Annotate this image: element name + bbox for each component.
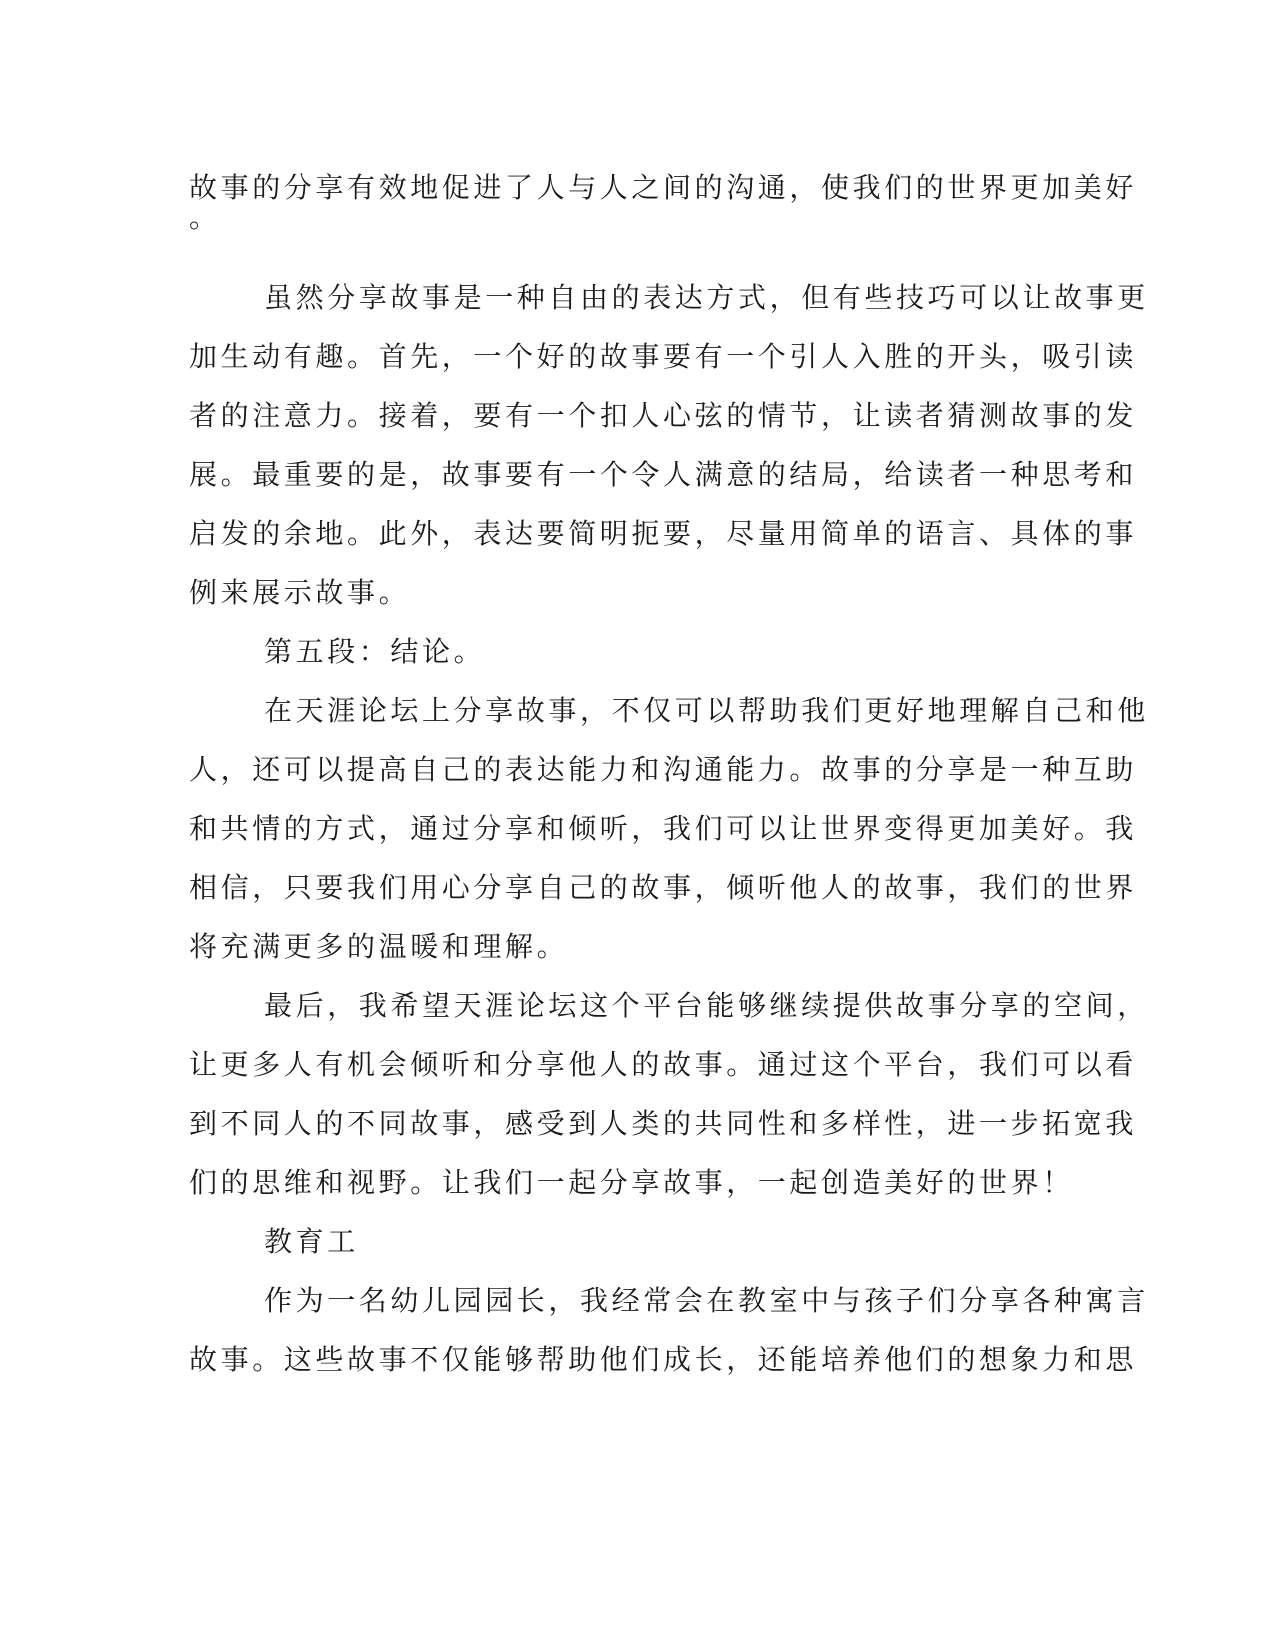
text-line: 故事。这些故事不仅能够帮助他们成长，还能培养他们的想象力和思 — [189, 1343, 1138, 1376]
paragraph-start-line: 在天涯论坛上分享故事，不仅可以帮助我们更好地理解自己和他 — [264, 694, 1149, 727]
text-line: 展。最重要的是，故事要有一个令人满意的结局，给读者一种思考和 — [189, 458, 1138, 491]
text-line: 到不同人的不同故事，感受到人类的共同性和多样性，进一步拓宽我 — [189, 1107, 1138, 1140]
text-line: 相信，只要我们用心分享自己的故事，倾听他人的故事，我们的世界 — [189, 871, 1138, 904]
text-line: 加生动有趣。首先，一个好的故事要有一个引人入胜的开头，吸引读 — [189, 340, 1138, 373]
text-line: 启发的余地。此外，表达要简明扼要，尽量用简单的语言、具体的事 — [189, 517, 1138, 550]
text-line: 们的思维和视野。让我们一起分享故事，一起创造美好的世界！ — [189, 1166, 1074, 1199]
text-line: 例来展示故事。 — [189, 576, 411, 609]
paragraph-start-line: 作为一名幼儿园园长，我经常会在教室中与孩子们分享各种寓言 — [264, 1284, 1149, 1317]
paragraph-start-line: 虽然分享故事是一种自由的表达方式，但有些技巧可以让故事更 — [264, 281, 1149, 314]
paragraph-start-line: 最后，我希望天涯论坛这个平台能够继续提供故事分享的空间， — [264, 989, 1149, 1022]
text-line: 和共情的方式，通过分享和倾听，我们可以让世界变得更加美好。我 — [189, 812, 1138, 845]
text-line: 。 — [189, 201, 221, 234]
text-line: 将充满更多的温暖和理解。 — [189, 930, 569, 963]
text-line: 让更多人有机会倾听和分享他人的故事。通过这个平台，我们可以看 — [189, 1048, 1138, 1081]
section-heading: 教育工 — [264, 1225, 359, 1258]
text-line: 故事的分享有效地促进了人与人之间的沟通，使我们的世界更加美好 — [189, 171, 1138, 204]
text-line: 人，还可以提高自己的表达能力和沟通能力。故事的分享是一种互助 — [189, 753, 1138, 786]
section-heading: 第五段：结论。 — [264, 635, 486, 668]
text-line: 者的注意力。接着，要有一个扣人心弦的情节，让读者猜测故事的发 — [189, 399, 1138, 432]
